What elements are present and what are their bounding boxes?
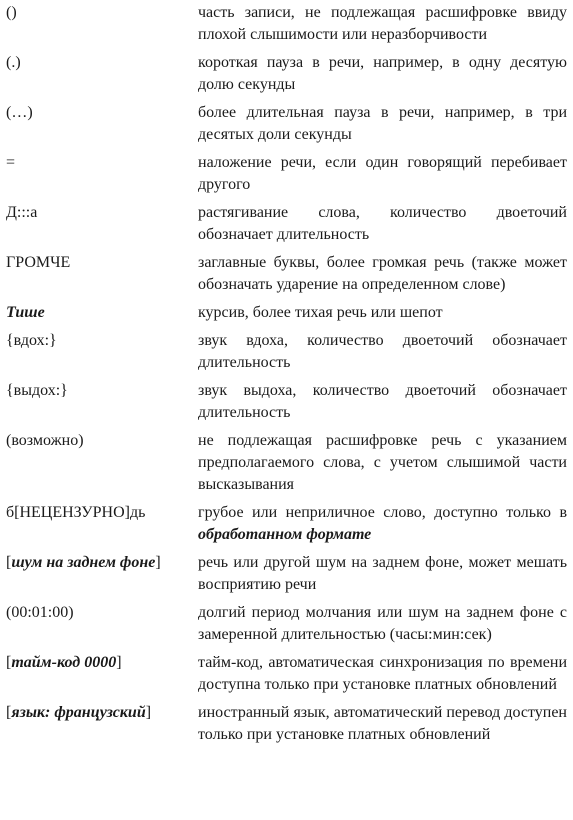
legend-description: заглавные буквы, более громкая речь (также может обозначать ударение на определенном слове) bbox=[198, 254, 567, 293]
legend-symbol: (00:01:00) bbox=[6, 604, 74, 621]
legend-row-foreign-language bbox=[6, 702, 567, 746]
legend-row-censored bbox=[6, 502, 567, 546]
legend-description: часть записи, не подлежащая расшифровке ввиду плохой слышимости или неразборчивости bbox=[198, 4, 567, 43]
legend-row-stretch bbox=[6, 202, 567, 246]
legend-row-unclear bbox=[6, 2, 567, 46]
legend-row-background-noise bbox=[6, 552, 567, 596]
legend-description: короткая пауза в речи, например, в одну десятую долю секунды bbox=[198, 54, 567, 93]
legend-row-silence bbox=[6, 602, 567, 646]
legend-description: звук выдоха, количество двоеточий обозначает длительность bbox=[198, 382, 567, 421]
legend-symbol-text: тайм-код 0000 bbox=[11, 654, 117, 671]
legend-symbol: (возможно) bbox=[6, 432, 84, 449]
bracket-close: ] bbox=[155, 554, 161, 571]
legend-row-possible bbox=[6, 430, 567, 496]
legend-description: речь или другой шум на заднем фоне, может мешать восприятию речи bbox=[198, 554, 567, 593]
legend-row-exhale bbox=[6, 380, 567, 424]
legend-symbol: () bbox=[6, 4, 17, 21]
legend-description: не подлежащая расшифровке речь с указанием предполагаемого слова, с учетом слышимой части высказывания bbox=[198, 432, 567, 493]
legend-description bbox=[198, 502, 567, 546]
bracket-close: ] bbox=[145, 704, 152, 721]
legend-description-emphasis: обработанном формате bbox=[198, 526, 372, 543]
legend-row-inhale bbox=[6, 330, 567, 374]
legend-row-louder bbox=[6, 252, 567, 296]
legend-row-short-pause bbox=[6, 52, 567, 96]
bracket-open: [ bbox=[6, 704, 12, 721]
legend-description: иностранный язык, автоматический перевод доступен только при установке платных обновлений bbox=[198, 704, 567, 743]
legend-symbol: = bbox=[6, 154, 16, 171]
legend-description: более длительная пауза в речи, например, в три десятых доли секунды bbox=[198, 104, 567, 143]
legend-description: наложение речи, если один говорящий перебивает другого bbox=[198, 154, 567, 193]
legend-description: растягивание слова, количество двоеточий обозначает длительность bbox=[198, 204, 567, 243]
legend-symbol bbox=[6, 652, 198, 674]
legend-row-long-pause bbox=[6, 102, 567, 146]
legend-row-quieter bbox=[6, 302, 567, 324]
legend-row-overlap bbox=[6, 152, 567, 196]
legend-description: долгий период молчания или шум на заднем фоне с замеренной длительностью (часы:мин:сек) bbox=[198, 604, 567, 643]
legend-symbol: Тише bbox=[6, 304, 45, 321]
legend-description-text: грубое или неприличное слово, доступно только в bbox=[198, 504, 567, 521]
legend-description: тайм-код, автоматическая синхронизация по времени доступна только при установке платных обновлений bbox=[198, 654, 567, 693]
legend-symbol: {выдох:} bbox=[6, 382, 68, 399]
bracket-open: [ bbox=[6, 654, 12, 671]
legend-row-timecode bbox=[6, 652, 567, 696]
bracket-close: ] bbox=[116, 654, 122, 671]
legend-symbol: Д:::а bbox=[6, 204, 38, 221]
legend-description: звук вдоха, количество двоеточий обозначает длительность bbox=[198, 332, 567, 371]
bracket-open: [ bbox=[6, 554, 12, 571]
legend-symbol: ГРОМЧЕ bbox=[6, 254, 71, 271]
legend-symbol: б[НЕЦЕНЗУРНО]дь bbox=[6, 504, 146, 521]
legend-symbol: (.) bbox=[6, 54, 21, 71]
legend-symbol: {вдох:} bbox=[6, 332, 57, 349]
legend-description: курсив, более тихая речь или шепот bbox=[198, 304, 443, 321]
legend-symbol: (…) bbox=[6, 104, 33, 121]
legend-symbol-text: язык: французский bbox=[11, 704, 146, 721]
legend-symbol-text: шум на заднем фоне bbox=[11, 554, 156, 571]
legend-symbol bbox=[6, 552, 198, 574]
legend-symbol bbox=[6, 702, 198, 724]
